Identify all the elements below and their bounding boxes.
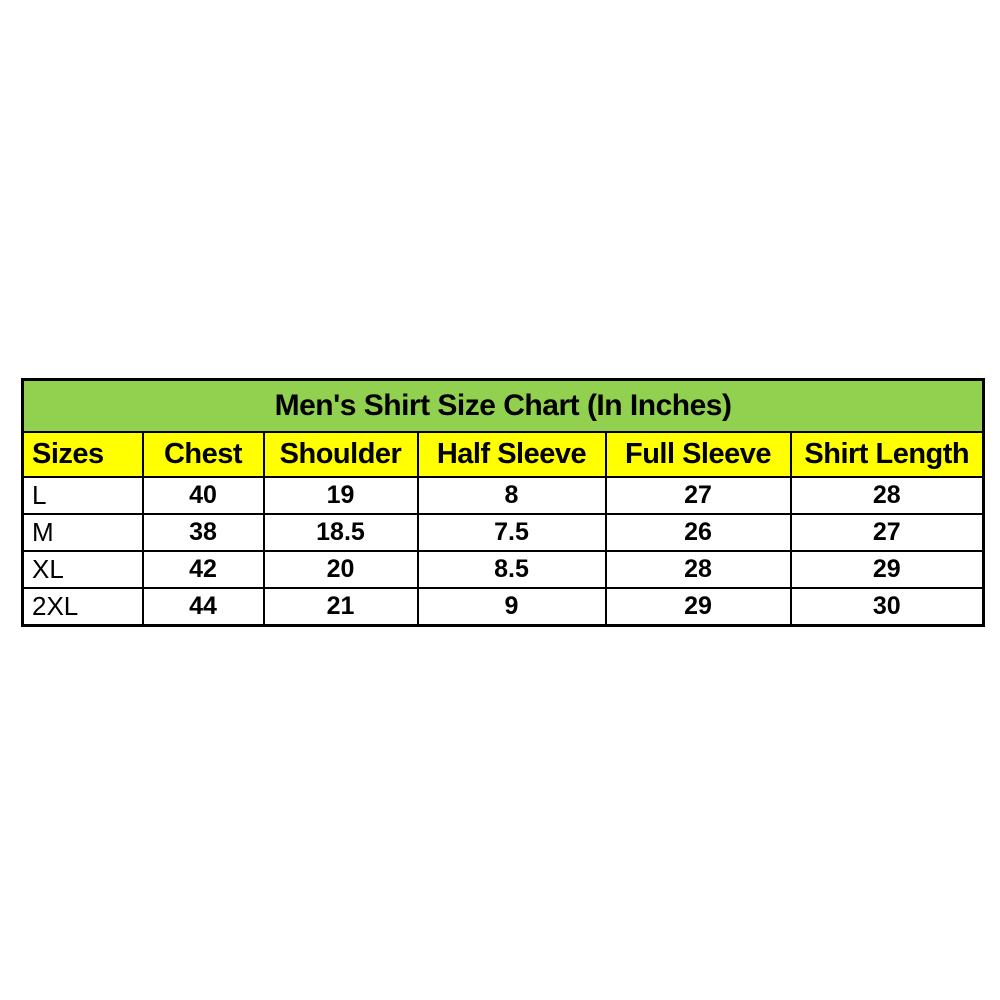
table-row: [23, 477, 984, 514]
cell-shoulder: 20: [264, 551, 418, 588]
table-header-row: [23, 432, 984, 477]
cell-shirt-length: 27: [791, 514, 984, 551]
cell-half-sleeve: 7.5: [418, 514, 606, 551]
cell-half-sleeve: 8.5: [418, 551, 606, 588]
cell-half-sleeve: 9: [418, 588, 606, 626]
cell-shirt-length: 30: [791, 588, 984, 626]
column-header-shirt-length: Shirt Length: [791, 432, 984, 477]
cell-shoulder: 21: [264, 588, 418, 626]
column-header-shoulder: Shoulder: [264, 432, 418, 477]
table-row: [23, 551, 984, 588]
cell-size-label: XL: [23, 551, 143, 588]
column-header-half-sleeve: Half Sleeve: [418, 432, 606, 477]
cell-shoulder: 18.5: [264, 514, 418, 551]
cell-chest: 40: [143, 477, 264, 514]
cell-chest: 38: [143, 514, 264, 551]
cell-full-sleeve: 29: [606, 588, 791, 626]
cell-half-sleeve: 8: [418, 477, 606, 514]
size-chart-table: [21, 378, 985, 627]
cell-shirt-length: 29: [791, 551, 984, 588]
cell-full-sleeve: 26: [606, 514, 791, 551]
cell-size-label: 2XL: [23, 588, 143, 626]
cell-shirt-length: 28: [791, 477, 984, 514]
column-header-sizes: Sizes: [23, 432, 143, 477]
cell-full-sleeve: 28: [606, 551, 791, 588]
cell-shoulder: 19: [264, 477, 418, 514]
table-row: [23, 514, 984, 551]
table-title: Men's Shirt Size Chart (In Inches): [23, 380, 984, 433]
cell-chest: 44: [143, 588, 264, 626]
cell-chest: 42: [143, 551, 264, 588]
column-header-full-sleeve: Full Sleeve: [606, 432, 791, 477]
cell-size-label: M: [23, 514, 143, 551]
table-title-row: [23, 380, 984, 433]
cell-full-sleeve: 27: [606, 477, 791, 514]
column-header-chest: Chest: [143, 432, 264, 477]
cell-size-label: L: [23, 477, 143, 514]
table-row: [23, 588, 984, 626]
